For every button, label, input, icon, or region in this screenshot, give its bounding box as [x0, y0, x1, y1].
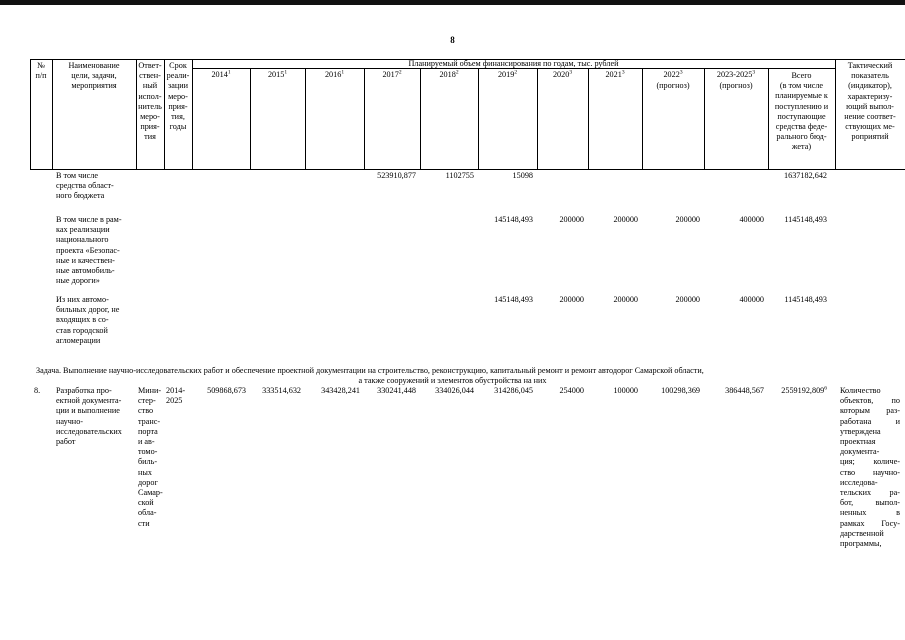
- item-value-2018: 334026,044: [435, 386, 474, 395]
- item-indicator: Количество: [840, 386, 881, 395]
- item-value-2017: 330241,448: [377, 386, 416, 395]
- header-total: Всего: [791, 71, 812, 80]
- year-label: 2015: [267, 70, 285, 79]
- header-plan-title: Планируемый объем финансирования по годам, тыс. рублей: [408, 58, 619, 68]
- row-total: 1145148,493: [784, 215, 827, 224]
- year-footnote-mark: 1: [341, 69, 345, 76]
- year-column-divider: [305, 68, 306, 169]
- year-label: 2022: [663, 70, 680, 79]
- year-footnote-mark: 2: [398, 69, 402, 76]
- top-border: [0, 0, 905, 5]
- header-indicator: показатель: [851, 71, 889, 81]
- header-year-2014: [192, 70, 250, 80]
- item-indicator: рамках Госу-: [840, 518, 900, 528]
- header-year-2023-2025: [704, 70, 768, 80]
- header-responsible: меро-: [140, 112, 160, 121]
- row-value-2019: 145148,493: [494, 295, 533, 304]
- row-value-2021: 200000: [613, 295, 638, 304]
- item-indicator: ство научно-: [840, 467, 900, 477]
- row-value-2019: 15098: [512, 171, 533, 180]
- header-term: реали-: [166, 71, 190, 81]
- item-responsible: ство: [138, 406, 154, 416]
- item-value-2022: 100298,369: [661, 386, 700, 395]
- header-year-forecast: (прогноз): [656, 80, 690, 90]
- header-term: меро-: [168, 91, 188, 101]
- year-label: 2019: [497, 70, 515, 79]
- item-value-2015: 333514,632: [262, 386, 301, 395]
- year-label: 2021: [605, 70, 622, 79]
- header-responsible: нитель: [138, 101, 162, 111]
- header-responsible: тия: [144, 132, 156, 142]
- header-year-forecast: (прогноз): [719, 80, 753, 90]
- item-name: ектной документа-: [56, 396, 122, 406]
- header-year-2021: [588, 70, 642, 80]
- item-value-2023: 386448,567: [725, 386, 764, 395]
- header-total: рального бюд-: [776, 132, 827, 142]
- item-responsible: ных: [138, 467, 152, 477]
- item-responsible: обла-: [138, 508, 157, 518]
- item-value-2021: 100000: [613, 386, 638, 395]
- item-indicator: тельских ра-: [840, 488, 900, 497]
- year-footnote-mark: 3: [621, 69, 625, 76]
- header-total: (в том числе: [779, 81, 824, 91]
- item-responsible: Самар-: [138, 488, 163, 497]
- header-indicator: нение соответ-: [844, 112, 896, 121]
- year-footnote-mark: 3: [569, 69, 573, 76]
- year-label: 2014: [211, 70, 228, 79]
- header-term: зации: [167, 81, 188, 91]
- header-total: поступающие: [777, 111, 826, 121]
- header-indicator: (индикатор),: [848, 81, 892, 91]
- item-value-2016: 343428,241: [321, 386, 360, 395]
- header-year-2017: [364, 70, 420, 80]
- item-responsible: стер-: [138, 396, 156, 406]
- header-term: годы: [169, 122, 187, 132]
- item-value-2020: 254000: [559, 386, 584, 395]
- row-total: 1637182,642: [784, 171, 827, 180]
- item-indicator: объектов, по: [840, 396, 900, 406]
- item-total-footnote-mark: 6: [824, 385, 827, 392]
- header-year-2015: [250, 70, 305, 80]
- year-column-divider: [420, 68, 421, 169]
- header-num: п/п: [35, 71, 47, 81]
- row-value-2018: 1102755: [445, 171, 474, 180]
- header-bottom-border: [30, 169, 905, 170]
- header-indicator: характеризу-: [847, 91, 893, 101]
- row-label: ные автомобиль-: [56, 266, 115, 275]
- item-name: научно-: [56, 416, 84, 426]
- item-name: исследовательских: [56, 426, 122, 436]
- item-responsible: порта: [138, 426, 158, 436]
- item-indicator: документа-: [840, 447, 880, 457]
- header-total: планируемые к: [775, 91, 828, 101]
- row-value-2019: 145148,493: [494, 215, 533, 224]
- item-indicator: ция; количе-: [840, 457, 900, 467]
- item-term: 2025: [166, 396, 183, 406]
- header-year-2020: [537, 70, 588, 80]
- header-responsible: ствен-: [139, 71, 161, 81]
- row-value-2017: 523910,877: [377, 171, 416, 180]
- row-value-2021: 200000: [613, 215, 638, 224]
- item-indicator: ненных в: [840, 508, 900, 518]
- item-value-2014: 509868,673: [207, 386, 246, 395]
- task-heading: Задача. Выполнение научно-исследовательских работ и обеспечение проектной документации на строительство, реконструкцию, капитальный ремонт и ремонт автодорог Самарской области,: [36, 366, 704, 375]
- row-value-2023: 400000: [739, 215, 764, 224]
- row-total: 1145148,493: [784, 295, 827, 304]
- item-term: 2014-: [166, 386, 186, 395]
- item-responsible: Мини-: [138, 386, 162, 395]
- header-responsible: прия-: [140, 122, 160, 132]
- header-total: жета): [791, 142, 812, 152]
- item-name: Разработка про-: [56, 386, 112, 395]
- year-column-divider: [478, 68, 479, 169]
- item-indicator: исследова-: [840, 477, 878, 487]
- header-name: Наименование: [68, 61, 120, 70]
- item-indicator: утверждена: [840, 426, 881, 436]
- item-responsible: дорог: [138, 477, 158, 487]
- year-footnote-mark: 3: [752, 69, 756, 76]
- header-name: цели, задачи,: [71, 71, 117, 81]
- header-total: средства феде-: [775, 122, 828, 131]
- header-responsible: ный: [142, 81, 158, 91]
- row-label: ные дороги»: [56, 276, 100, 286]
- header-year-2018: [420, 70, 478, 80]
- page-number: 8: [450, 35, 455, 45]
- header-term: прия-: [168, 101, 188, 111]
- year-label: 2023-2025: [716, 70, 753, 79]
- header-total: поступлению и: [774, 101, 829, 111]
- year-column-divider: [364, 68, 365, 169]
- row-label: Из них автомо-: [56, 295, 109, 304]
- row-label: входящих в со-: [56, 315, 109, 325]
- header-year-2019: [478, 70, 537, 80]
- header-term: Срок: [169, 61, 187, 70]
- header-indicator: Тактический: [847, 61, 893, 70]
- item-number: 8.: [34, 386, 41, 395]
- item-responsible: биль-: [138, 457, 158, 467]
- row-label: В том числе: [56, 171, 98, 180]
- item-total-value: 2559192,809: [781, 386, 825, 395]
- row-label: агломерации: [56, 335, 101, 345]
- header-name: мероприятия: [71, 81, 117, 91]
- row-label: ках реализации: [56, 225, 110, 235]
- row-label: став городской: [56, 325, 108, 335]
- row-label: проекта «Безопас-: [56, 245, 120, 255]
- row-value-2020: 200000: [559, 215, 584, 224]
- year-footnote-mark: 2: [455, 69, 459, 76]
- item-value-2019: 314286,045: [494, 386, 533, 395]
- header-num: №: [37, 61, 45, 70]
- item-name: ции и выполнение: [56, 406, 120, 416]
- year-column-divider: [537, 68, 538, 169]
- item-indicator: дарственной: [840, 528, 884, 538]
- row-label: бильных дорог, не: [56, 305, 120, 315]
- year-label: 2020: [552, 70, 570, 79]
- year-label: 2018: [439, 70, 456, 79]
- item-responsible: сти: [138, 518, 150, 528]
- item-indicator: проектная: [840, 437, 876, 446]
- task-heading-cont: а также сооружений и элементов обустройства на них: [358, 376, 547, 385]
- year-footnote-mark: 3: [679, 69, 683, 76]
- year-footnote-mark: 2: [514, 69, 518, 76]
- item-indicator: программы,: [840, 539, 882, 548]
- item-responsible: и ав-: [138, 437, 155, 446]
- header-year-2022: [642, 70, 704, 80]
- header-year-2016: [305, 70, 364, 80]
- item-responsible: транс-: [138, 416, 161, 426]
- row-value-2022: 200000: [675, 295, 700, 304]
- row-value-2023: 400000: [739, 295, 764, 304]
- header-term: тия,: [171, 112, 185, 121]
- row-label: ного бюджета: [56, 191, 105, 201]
- year-column-divider: [588, 68, 589, 169]
- row-label: национального: [56, 235, 109, 245]
- year-column-divider: [250, 68, 251, 169]
- row-label: ные и качествен-: [56, 255, 115, 265]
- item-responsible: томо-: [138, 447, 158, 457]
- item-indicator: которым раз-: [840, 406, 900, 416]
- item-total: [768, 386, 827, 396]
- header-responsible: испол-: [138, 91, 162, 101]
- header-responsible: Ответ-: [138, 61, 162, 70]
- header-indicator: ющий выпол-: [846, 101, 894, 111]
- year-label: 2016: [324, 70, 342, 79]
- year-footnote-mark: 1: [227, 69, 231, 76]
- item-name: работ: [56, 437, 76, 446]
- year-label: 2017: [382, 70, 399, 79]
- row-label: В том числе в рам-: [56, 215, 122, 224]
- item-responsible: ской: [138, 498, 154, 508]
- header-indicator: ствующих ме-: [845, 122, 895, 132]
- row-label: средства област-: [56, 181, 114, 191]
- item-indicator: работана и: [840, 416, 900, 426]
- year-footnote-mark: 1: [284, 69, 288, 76]
- row-value-2022: 200000: [675, 215, 700, 224]
- item-indicator: бот, выпол-: [840, 498, 900, 508]
- row-value-2020: 200000: [559, 295, 584, 304]
- header-indicator: роприятий: [851, 132, 889, 142]
